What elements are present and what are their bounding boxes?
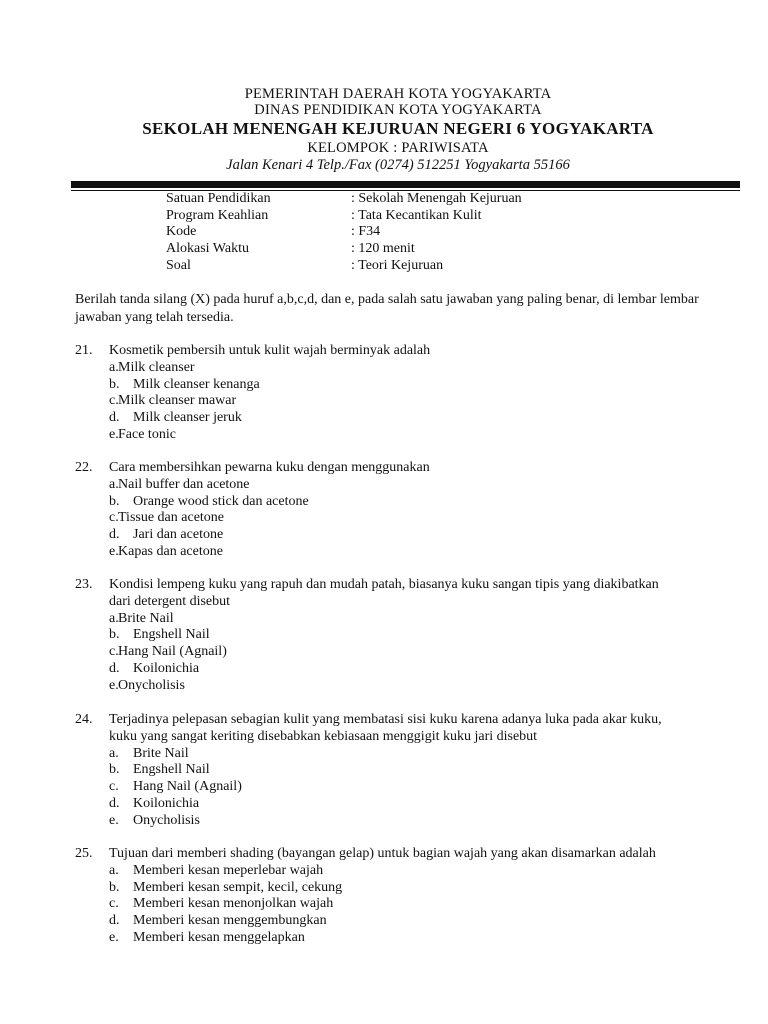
government-line: PEMERINTAH DAERAH KOTA YOGYAKARTA (244, 86, 552, 102)
option-text: Memberi kesan sempit, kecil, cekung (133, 879, 343, 895)
option-text: Tissue dan acetone (118, 510, 225, 526)
info-row (166, 258, 522, 275)
option-letter: c. (109, 896, 119, 912)
question-number: 23. (75, 577, 93, 592)
answer-option (109, 796, 740, 813)
question-21 (75, 343, 740, 444)
info-label: Kode (166, 224, 197, 240)
option-letter: a. (109, 359, 119, 375)
option-text: Orange wood stick dan acetone (133, 493, 309, 509)
school-name: SEKOLAH MENENGAH KEJURUAN NEGERI 6 YOGYAKARTA (142, 119, 654, 138)
option-letter: c. (109, 393, 119, 409)
group-line: KELOMPOK : PARIWISATA (307, 140, 489, 156)
question-text: Kosmetik pembersih untuk kulit wajah berminyak adalah (109, 343, 431, 358)
option-text: Onycholisis (118, 677, 185, 693)
answer-option (109, 494, 740, 511)
answer-option (109, 661, 740, 678)
info-label: Program Keahlian (166, 207, 269, 223)
option-letter: b. (109, 627, 120, 643)
option-letter: e. (109, 929, 119, 945)
option-text: Brite Nail (133, 745, 189, 761)
option-text: Engshell Nail (133, 627, 210, 643)
answer-option (109, 377, 740, 394)
question-22 (75, 460, 740, 561)
info-value: : 120 menit (351, 241, 415, 257)
option-text: Koilonichia (133, 795, 200, 811)
info-label: Soal (166, 257, 191, 273)
option-letter: c. (109, 510, 119, 526)
option-letter: e. (109, 426, 119, 442)
question-text: Tujuan dari memberi shading (bayangan gelap) untuk bagian wajah yang akan disamarkan adalah (109, 846, 656, 861)
option-letter: d. (109, 410, 120, 426)
option-text: Kapas dan acetone (118, 543, 223, 559)
answer-option (109, 627, 740, 644)
info-row (166, 224, 522, 241)
answer-option (109, 410, 740, 427)
option-text: Milk cleanser (118, 359, 195, 375)
letterhead (0, 86, 768, 174)
option-letter: d. (109, 913, 120, 929)
answer-option (109, 544, 740, 561)
answer-option (109, 477, 740, 494)
question-text: Terjadinya pelepasan sebagian kulit yang membatasi sisi kuku karena adanya luka pada akar kuku, kuku yang sangat keriting disebabkan kebiasaan menggigit kuku jari disebut (109, 712, 662, 744)
question-number: 22. (75, 460, 93, 475)
answer-option (109, 393, 740, 410)
option-letter: c. (109, 644, 119, 660)
option-letter: d. (109, 660, 120, 676)
option-text: Memberi kesan menggelapkan (133, 929, 305, 945)
option-letter: a. (109, 862, 119, 878)
info-value: : Teori Kejuruan (351, 257, 444, 273)
answer-option (109, 863, 740, 880)
option-text: Engshell Nail (133, 762, 210, 778)
option-text: Face tonic (118, 426, 176, 442)
exam-info (166, 191, 522, 275)
option-text: Brite Nail (118, 610, 174, 626)
question-23 (75, 577, 740, 695)
info-label: Satuan Pendidikan (166, 191, 271, 206)
option-letter: d. (109, 527, 120, 543)
info-row (166, 191, 522, 208)
answer-option (109, 762, 740, 779)
answer-option (109, 427, 740, 444)
info-value: : Sekolah Menengah Kejuruan (351, 191, 522, 206)
option-letter: e. (109, 677, 119, 693)
question-text: Kondisi lempeng kuku yang rapuh dan mudah patah, biasanya kuku sangan tipis yang diakibatkan dari detergent disebut (109, 577, 659, 609)
answer-option (109, 644, 740, 661)
question-number: 21. (75, 343, 93, 358)
option-letter: b. (109, 879, 120, 895)
option-letter: b. (109, 762, 120, 778)
info-row (166, 241, 522, 258)
option-text: Milk cleanser kenanga (133, 376, 260, 392)
question-number: 24. (75, 712, 93, 727)
answer-option (109, 678, 740, 695)
option-text: Milk cleanser jeruk (133, 410, 242, 426)
option-letter: a. (109, 610, 119, 626)
option-letter: a. (109, 745, 119, 761)
option-text: Hang Nail (Agnail) (133, 779, 242, 795)
answer-option (109, 880, 740, 897)
answer-option (109, 779, 740, 796)
answer-option (109, 527, 740, 544)
option-text: Nail buffer dan acetone (118, 476, 250, 492)
answer-option (109, 930, 740, 947)
answer-option (109, 746, 740, 763)
answer-option (109, 611, 740, 628)
question-25 (75, 846, 740, 947)
option-letter: b. (109, 376, 120, 392)
option-letter: e. (109, 812, 119, 828)
answer-option (109, 510, 740, 527)
option-text: Memberi kesan meperlebar wajah (133, 862, 324, 878)
option-letter: c. (109, 779, 119, 795)
question-24 (75, 712, 740, 830)
question-text: Cara membersihkan pewarna kuku dengan menggunakan (109, 460, 430, 475)
info-value: : Tata Kecantikan Kulit (351, 207, 482, 223)
option-text: Koilonichia (133, 660, 200, 676)
answer-option (109, 360, 740, 377)
department-line: DINAS PENDIDIKAN KOTA YOGYAKARTA (254, 102, 542, 118)
option-text: Hang Nail (Agnail) (118, 644, 227, 660)
option-text: Onycholisis (133, 812, 200, 828)
answer-option (109, 896, 740, 913)
answer-option (109, 913, 740, 930)
option-letter: a. (109, 476, 119, 492)
info-value: : F34 (351, 224, 381, 240)
instructions: Berilah tanda silang (X) pada huruf a,b,c,d, dan e, pada salah satu jawaban yang paling benar, di lembar lembar jawaban yang telah tersedia. (75, 292, 699, 325)
answer-option (109, 813, 740, 830)
option-letter: d. (109, 795, 120, 811)
option-text: Memberi kesan menggembungkan (133, 913, 327, 929)
option-text: Milk cleanser mawar (118, 393, 237, 409)
address-line: Jalan Kenari 4 Telp./Fax (0274) 512251 Yogyakarta 55166 (226, 157, 570, 173)
option-letter: e. (109, 543, 119, 559)
info-row (166, 208, 522, 225)
option-text: Jari dan acetone (133, 527, 224, 543)
option-letter: b. (109, 493, 120, 509)
header-divider-thick (71, 181, 740, 188)
option-text: Memberi kesan menonjolkan wajah (133, 896, 334, 912)
info-label: Alokasi Waktu (166, 241, 249, 257)
question-number: 25. (75, 846, 93, 861)
